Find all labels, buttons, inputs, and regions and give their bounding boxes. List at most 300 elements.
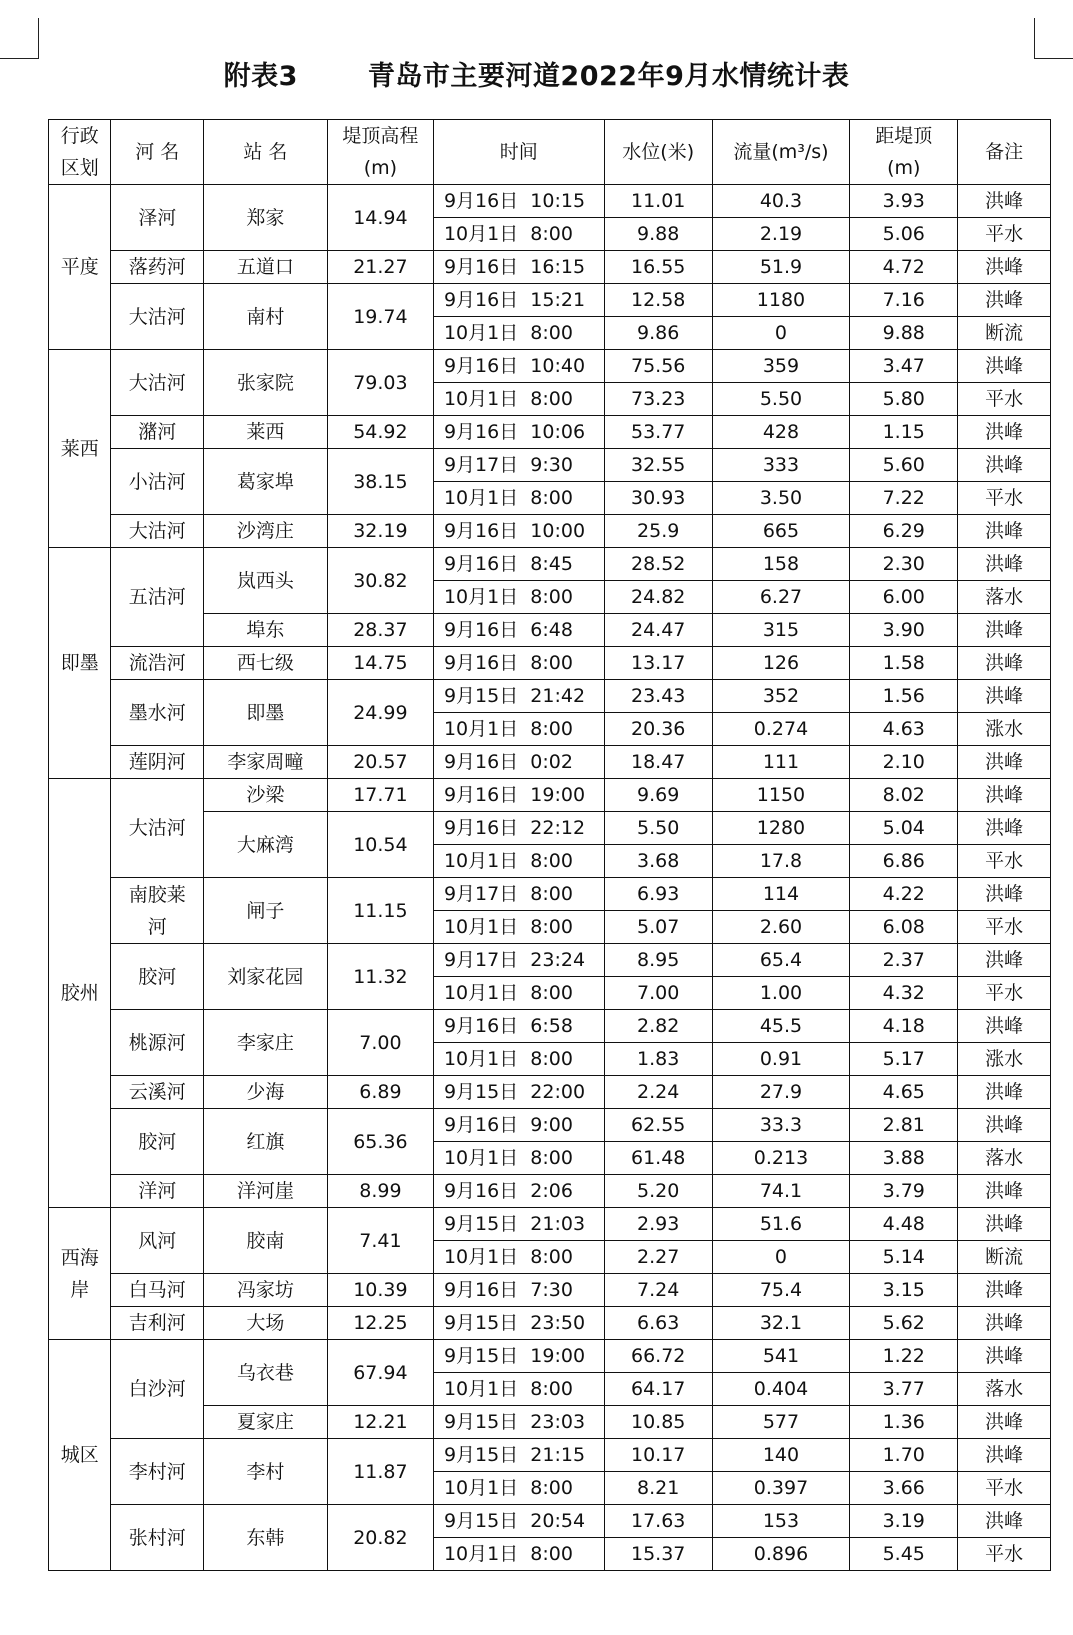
station-cell: 李家庄: [204, 1010, 328, 1076]
river-cell: 落药河: [111, 251, 204, 284]
time-cell: 9月17日 23:24: [433, 944, 604, 977]
time-cell: 9月16日 6:48: [433, 614, 604, 647]
flow-cell: 1180: [712, 284, 849, 317]
distance-to-crest-cell: 1.36: [850, 1406, 958, 1439]
water-level-cell: 5.20: [604, 1175, 712, 1208]
distance-to-crest-cell: 5.45: [850, 1538, 958, 1571]
note-cell: 洪峰: [958, 746, 1051, 779]
crest-elevation-cell: 11.32: [327, 944, 433, 1010]
flow-cell: 541: [712, 1340, 849, 1373]
flow-cell: 51.9: [712, 251, 849, 284]
distance-to-crest-cell: 8.02: [850, 779, 958, 812]
distance-to-crest-cell: 3.79: [850, 1175, 958, 1208]
river-cell: 流浩河: [111, 647, 204, 680]
title-text: 青岛市主要河道2022年9月水情统计表: [367, 61, 850, 92]
water-level-cell: 28.52: [604, 548, 712, 581]
time-cell: 9月17日 9:30: [433, 449, 604, 482]
time-cell: 9月16日 22:12: [433, 812, 604, 845]
flow-cell: 51.6: [712, 1208, 849, 1241]
note-cell: 洪峰: [958, 680, 1051, 713]
distance-to-crest-cell: 3.19: [850, 1505, 958, 1538]
distance-to-crest-cell: 7.22: [850, 482, 958, 515]
flow-cell: 45.5: [712, 1010, 849, 1043]
water-level-cell: 66.72: [604, 1340, 712, 1373]
region-cell: 即墨: [49, 548, 111, 779]
flow-cell: 0.397: [712, 1472, 849, 1505]
note-cell: 洪峰: [958, 647, 1051, 680]
crest-elevation-cell: 20.57: [327, 746, 433, 779]
river-cell: 潴河: [111, 416, 204, 449]
station-cell: 胶南: [204, 1208, 328, 1274]
station-cell: 五道口: [204, 251, 328, 284]
station-cell: 张家院: [204, 350, 328, 416]
distance-to-crest-cell: 5.62: [850, 1307, 958, 1340]
header-region: 行政 区划: [49, 120, 111, 185]
station-cell: 洋河崖: [204, 1175, 328, 1208]
note-cell: 洪峰: [958, 1010, 1051, 1043]
crop-mark-top-left: [0, 18, 39, 59]
time-cell: 9月16日 9:00: [433, 1109, 604, 1142]
water-level-cell: 7.24: [604, 1274, 712, 1307]
water-level-cell: 17.63: [604, 1505, 712, 1538]
water-level-cell: 10.85: [604, 1406, 712, 1439]
header-water-level: 水位(米): [604, 120, 712, 185]
crest-elevation-cell: 12.25: [327, 1307, 433, 1340]
station-cell: 南村: [204, 284, 328, 350]
distance-to-crest-cell: 2.81: [850, 1109, 958, 1142]
time-cell: 10月1日 8:00: [433, 482, 604, 515]
crest-elevation-cell: 11.15: [327, 878, 433, 944]
crest-elevation-cell: 30.82: [327, 548, 433, 614]
table-row: [49, 251, 1051, 284]
distance-to-crest-cell: 5.14: [850, 1241, 958, 1274]
station-cell: 大场: [204, 1307, 328, 1340]
flow-cell: 2.60: [712, 911, 849, 944]
time-cell: 10月1日 8:00: [433, 1373, 604, 1406]
note-cell: 平水: [958, 911, 1051, 944]
river-cell: 大沽河: [111, 779, 204, 878]
flow-cell: 0.274: [712, 713, 849, 746]
crest-elevation-cell: 12.21: [327, 1406, 433, 1439]
note-cell: 洪峰: [958, 944, 1051, 977]
station-cell: 李村: [204, 1439, 328, 1505]
distance-to-crest-cell: 4.63: [850, 713, 958, 746]
water-level-cell: 16.55: [604, 251, 712, 284]
distance-to-crest-cell: 5.17: [850, 1043, 958, 1076]
time-cell: 9月16日 10:15: [433, 185, 604, 218]
flow-cell: 114: [712, 878, 849, 911]
table-row: [49, 680, 1051, 713]
flow-cell: 1.00: [712, 977, 849, 1010]
water-level-cell: 2.24: [604, 1076, 712, 1109]
river-cell: 风河: [111, 1208, 204, 1274]
distance-to-crest-cell: 3.47: [850, 350, 958, 383]
time-cell: 9月15日 22:00: [433, 1076, 604, 1109]
flow-cell: 33.3: [712, 1109, 849, 1142]
water-level-cell: 2.82: [604, 1010, 712, 1043]
table-row: [49, 515, 1051, 548]
note-cell: 平水: [958, 845, 1051, 878]
table-row: [49, 416, 1051, 449]
crest-elevation-cell: 14.75: [327, 647, 433, 680]
time-cell: 10月1日 8:00: [433, 845, 604, 878]
table-row: [49, 1208, 1051, 1241]
water-level-cell: 30.93: [604, 482, 712, 515]
station-cell: 大麻湾: [204, 812, 328, 878]
note-cell: 洪峰: [958, 614, 1051, 647]
region-cell: 平度: [49, 185, 111, 350]
river-cell: 大沽河: [111, 515, 204, 548]
station-cell: 李家周疃: [204, 746, 328, 779]
note-cell: 洪峰: [958, 1109, 1051, 1142]
distance-to-crest-cell: 4.18: [850, 1010, 958, 1043]
distance-to-crest-cell: 3.77: [850, 1373, 958, 1406]
river-cell: 桃源河: [111, 1010, 204, 1076]
time-cell: 9月15日 19:00: [433, 1340, 604, 1373]
station-cell: 红旗: [204, 1109, 328, 1175]
river-cell: 胶河: [111, 1109, 204, 1175]
water-level-cell: 24.82: [604, 581, 712, 614]
river-cell: 莲阴河: [111, 746, 204, 779]
water-level-cell: 25.9: [604, 515, 712, 548]
note-cell: 涨水: [958, 713, 1051, 746]
distance-to-crest-cell: 1.58: [850, 647, 958, 680]
crest-elevation-cell: 67.94: [327, 1340, 433, 1406]
water-level-cell: 5.07: [604, 911, 712, 944]
flow-cell: 6.27: [712, 581, 849, 614]
time-cell: 9月16日 8:00: [433, 647, 604, 680]
flow-cell: 665: [712, 515, 849, 548]
river-cell: 胶河: [111, 944, 204, 1010]
time-cell: 9月15日 21:15: [433, 1439, 604, 1472]
flow-cell: 0: [712, 1241, 849, 1274]
crest-elevation-cell: 17.71: [327, 779, 433, 812]
note-cell: 洪峰: [958, 1208, 1051, 1241]
distance-to-crest-cell: 6.29: [850, 515, 958, 548]
table-row: [49, 944, 1051, 977]
flow-cell: 40.3: [712, 185, 849, 218]
river-cell: 泽河: [111, 185, 204, 251]
water-level-cell: 6.93: [604, 878, 712, 911]
table-row: [49, 779, 1051, 812]
water-level-cell: 61.48: [604, 1142, 712, 1175]
distance-to-crest-cell: 4.32: [850, 977, 958, 1010]
river-cell: 张村河: [111, 1505, 204, 1571]
flow-cell: 577: [712, 1406, 849, 1439]
distance-to-crest-cell: 3.15: [850, 1274, 958, 1307]
time-cell: 9月16日 8:45: [433, 548, 604, 581]
time-cell: 9月16日 10:06: [433, 416, 604, 449]
crest-elevation-cell: 54.92: [327, 416, 433, 449]
time-cell: 9月15日 21:03: [433, 1208, 604, 1241]
note-cell: 洪峰: [958, 251, 1051, 284]
flow-cell: 5.50: [712, 383, 849, 416]
crest-elevation-cell: 7.41: [327, 1208, 433, 1274]
table-row: [49, 1274, 1051, 1307]
time-cell: 9月16日 15:21: [433, 284, 604, 317]
note-cell: 洪峰: [958, 779, 1051, 812]
time-cell: 9月15日 23:50: [433, 1307, 604, 1340]
station-cell: 沙湾庄: [204, 515, 328, 548]
note-cell: 平水: [958, 1538, 1051, 1571]
station-cell: 沙梁: [204, 779, 328, 812]
water-level-cell: 20.36: [604, 713, 712, 746]
time-cell: 9月16日 10:00: [433, 515, 604, 548]
distance-to-crest-cell: 3.88: [850, 1142, 958, 1175]
table-row: [49, 548, 1051, 581]
crest-elevation-cell: 21.27: [327, 251, 433, 284]
flow-cell: 0.91: [712, 1043, 849, 1076]
station-cell: 夏家庄: [204, 1406, 328, 1439]
note-cell: 平水: [958, 1472, 1051, 1505]
note-cell: 洪峰: [958, 1175, 1051, 1208]
header-time: 时间: [433, 120, 604, 185]
table-row: [49, 647, 1051, 680]
distance-to-crest-cell: 4.48: [850, 1208, 958, 1241]
table-row: [49, 1439, 1051, 1472]
flow-cell: 111: [712, 746, 849, 779]
flow-cell: 1150: [712, 779, 849, 812]
water-level-cell: 15.37: [604, 1538, 712, 1571]
crest-elevation-cell: 65.36: [327, 1109, 433, 1175]
time-cell: 10月1日 8:00: [433, 218, 604, 251]
station-cell: 乌衣巷: [204, 1340, 328, 1406]
crest-elevation-cell: 11.87: [327, 1439, 433, 1505]
crest-elevation-cell: 79.03: [327, 350, 433, 416]
distance-to-crest-cell: 3.90: [850, 614, 958, 647]
note-cell: 平水: [958, 482, 1051, 515]
title-prefix: 附表3: [223, 61, 298, 92]
time-cell: 10月1日 8:00: [433, 581, 604, 614]
water-level-cell: 8.21: [604, 1472, 712, 1505]
crest-elevation-cell: 7.00: [327, 1010, 433, 1076]
header-distance-to-crest: 距堤顶 (m): [850, 120, 958, 185]
time-cell: 10月1日 8:00: [433, 317, 604, 350]
river-cell: 南胶莱 河: [111, 878, 204, 944]
water-level-cell: 2.27: [604, 1241, 712, 1274]
flow-cell: 0.404: [712, 1373, 849, 1406]
time-cell: 10月1日 8:00: [433, 1043, 604, 1076]
crest-elevation-cell: 6.89: [327, 1076, 433, 1109]
flow-cell: 0.213: [712, 1142, 849, 1175]
note-cell: 洪峰: [958, 515, 1051, 548]
distance-to-crest-cell: 3.66: [850, 1472, 958, 1505]
time-cell: 9月15日 20:54: [433, 1505, 604, 1538]
water-level-cell: 6.63: [604, 1307, 712, 1340]
river-cell: 云溪河: [111, 1076, 204, 1109]
river-cell: 吉利河: [111, 1307, 204, 1340]
note-cell: 洪峰: [958, 1505, 1051, 1538]
flow-cell: 3.50: [712, 482, 849, 515]
distance-to-crest-cell: 2.10: [850, 746, 958, 779]
crest-elevation-cell: 24.99: [327, 680, 433, 746]
flow-cell: 333: [712, 449, 849, 482]
crest-elevation-cell: 8.99: [327, 1175, 433, 1208]
table-row: [49, 1505, 1051, 1538]
note-cell: 洪峰: [958, 1307, 1051, 1340]
page-title: [0, 54, 1073, 93]
station-cell: 冯家坊: [204, 1274, 328, 1307]
water-level-cell: 13.17: [604, 647, 712, 680]
water-level-cell: 5.50: [604, 812, 712, 845]
table-row: [49, 1010, 1051, 1043]
crest-elevation-cell: 14.94: [327, 185, 433, 251]
distance-to-crest-cell: 5.04: [850, 812, 958, 845]
flow-cell: 428: [712, 416, 849, 449]
station-cell: 少海: [204, 1076, 328, 1109]
crop-mark-top-right: [1034, 18, 1073, 59]
distance-to-crest-cell: 5.06: [850, 218, 958, 251]
time-cell: 9月15日 23:03: [433, 1406, 604, 1439]
note-cell: 洪峰: [958, 1076, 1051, 1109]
water-level-cell: 9.86: [604, 317, 712, 350]
note-cell: 洪峰: [958, 548, 1051, 581]
distance-to-crest-cell: 2.37: [850, 944, 958, 977]
flow-cell: 315: [712, 614, 849, 647]
distance-to-crest-cell: 5.60: [850, 449, 958, 482]
station-cell: 即墨: [204, 680, 328, 746]
water-level-cell: 73.23: [604, 383, 712, 416]
distance-to-crest-cell: 1.22: [850, 1340, 958, 1373]
time-cell: 10月1日 8:00: [433, 383, 604, 416]
distance-to-crest-cell: 1.56: [850, 680, 958, 713]
flow-cell: 140: [712, 1439, 849, 1472]
water-level-cell: 32.55: [604, 449, 712, 482]
distance-to-crest-cell: 4.72: [850, 251, 958, 284]
distance-to-crest-cell: 4.65: [850, 1076, 958, 1109]
water-level-cell: 24.47: [604, 614, 712, 647]
table-row: [49, 746, 1051, 779]
distance-to-crest-cell: 9.88: [850, 317, 958, 350]
note-cell: 洪峰: [958, 1406, 1051, 1439]
note-cell: 洪峰: [958, 284, 1051, 317]
time-cell: 9月15日 21:42: [433, 680, 604, 713]
time-cell: 9月16日 6:58: [433, 1010, 604, 1043]
crest-elevation-cell: 19.74: [327, 284, 433, 350]
note-cell: 平水: [958, 383, 1051, 416]
table-row: [49, 449, 1051, 482]
flow-cell: 27.9: [712, 1076, 849, 1109]
time-cell: 9月16日 10:40: [433, 350, 604, 383]
note-cell: 落水: [958, 581, 1051, 614]
note-cell: 平水: [958, 218, 1051, 251]
water-level-cell: 7.00: [604, 977, 712, 1010]
river-cell: 洋河: [111, 1175, 204, 1208]
time-cell: 10月1日 8:00: [433, 1538, 604, 1571]
time-cell: 9月16日 16:15: [433, 251, 604, 284]
region-cell: 莱西: [49, 350, 111, 548]
water-regime-table: [48, 119, 1051, 1571]
river-cell: 大沽河: [111, 350, 204, 416]
region-cell: 西海 岸: [49, 1208, 111, 1340]
table-row: [49, 1307, 1051, 1340]
station-cell: 岚西头: [204, 548, 328, 614]
station-cell: 埠东: [204, 614, 328, 647]
table-row: [49, 284, 1051, 317]
header-river: 河 名: [111, 120, 204, 185]
time-cell: 9月16日 0:02: [433, 746, 604, 779]
station-cell: 刘家花园: [204, 944, 328, 1010]
water-level-cell: 9.88: [604, 218, 712, 251]
flow-cell: 359: [712, 350, 849, 383]
time-cell: 10月1日 8:00: [433, 713, 604, 746]
water-level-cell: 75.56: [604, 350, 712, 383]
river-cell: 白沙河: [111, 1340, 204, 1439]
header-row: [49, 120, 1051, 185]
water-level-cell: 11.01: [604, 185, 712, 218]
table-row: [49, 185, 1051, 218]
time-cell: 10月1日 8:00: [433, 1241, 604, 1274]
distance-to-crest-cell: 5.80: [850, 383, 958, 416]
region-cell: 城区: [49, 1340, 111, 1571]
flow-cell: 75.4: [712, 1274, 849, 1307]
crest-elevation-cell: 32.19: [327, 515, 433, 548]
station-cell: 葛家埠: [204, 449, 328, 515]
crest-elevation-cell: 10.39: [327, 1274, 433, 1307]
note-cell: 洪峰: [958, 1439, 1051, 1472]
flow-cell: 65.4: [712, 944, 849, 977]
flow-cell: 153: [712, 1505, 849, 1538]
distance-to-crest-cell: 1.15: [850, 416, 958, 449]
station-cell: 西七级: [204, 647, 328, 680]
note-cell: 洪峰: [958, 1340, 1051, 1373]
flow-cell: 126: [712, 647, 849, 680]
table-body: [49, 185, 1051, 1571]
water-level-cell: 12.58: [604, 284, 712, 317]
distance-to-crest-cell: 1.70: [850, 1439, 958, 1472]
river-cell: 墨水河: [111, 680, 204, 746]
table-row: [49, 878, 1051, 911]
time-cell: 10月1日 8:00: [433, 1472, 604, 1505]
note-cell: 平水: [958, 977, 1051, 1010]
crest-elevation-cell: 28.37: [327, 614, 433, 647]
river-cell: 五沽河: [111, 548, 204, 647]
table-row: [49, 1340, 1051, 1373]
note-cell: 洪峰: [958, 185, 1051, 218]
water-level-cell: 2.93: [604, 1208, 712, 1241]
water-level-cell: 8.95: [604, 944, 712, 977]
time-cell: 9月16日 2:06: [433, 1175, 604, 1208]
water-level-cell: 1.83: [604, 1043, 712, 1076]
time-cell: 9月16日 19:00: [433, 779, 604, 812]
distance-to-crest-cell: 6.08: [850, 911, 958, 944]
river-cell: 白马河: [111, 1274, 204, 1307]
water-level-cell: 53.77: [604, 416, 712, 449]
water-level-cell: 10.17: [604, 1439, 712, 1472]
river-cell: 大沽河: [111, 284, 204, 350]
note-cell: 落水: [958, 1142, 1051, 1175]
flow-cell: 32.1: [712, 1307, 849, 1340]
station-cell: 郑家: [204, 185, 328, 251]
flow-cell: 17.8: [712, 845, 849, 878]
crest-elevation-cell: 20.82: [327, 1505, 433, 1571]
water-level-cell: 62.55: [604, 1109, 712, 1142]
note-cell: 洪峰: [958, 416, 1051, 449]
river-cell: 李村河: [111, 1439, 204, 1505]
flow-cell: 158: [712, 548, 849, 581]
time-cell: 9月16日 7:30: [433, 1274, 604, 1307]
time-cell: 10月1日 8:00: [433, 1142, 604, 1175]
water-level-cell: 9.69: [604, 779, 712, 812]
distance-to-crest-cell: 7.16: [850, 284, 958, 317]
table-row: [49, 1076, 1051, 1109]
river-cell: 小沽河: [111, 449, 204, 515]
distance-to-crest-cell: 2.30: [850, 548, 958, 581]
flow-cell: 2.19: [712, 218, 849, 251]
station-cell: 莱西: [204, 416, 328, 449]
time-cell: 10月1日 8:00: [433, 911, 604, 944]
flow-cell: 0.896: [712, 1538, 849, 1571]
